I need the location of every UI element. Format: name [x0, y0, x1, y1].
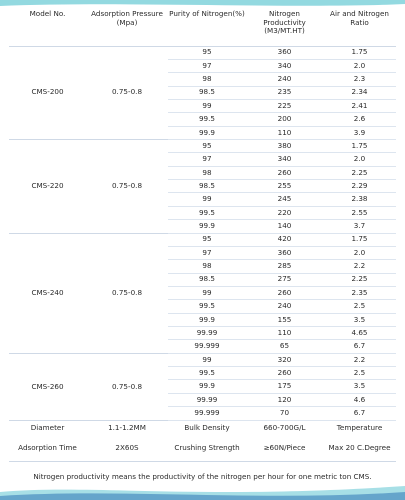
purity-cell: 99.999 — [168, 407, 246, 421]
purity-cell: 98 — [168, 166, 246, 179]
footnote-text: Nitrogen productivity means the productivity of the nitrogen per hour for one metric ton CMS. — [9, 461, 396, 492]
ratio-cell: 2.2 — [323, 353, 396, 366]
header-air-nitrogen-ratio: Air and Nitrogen Ratio — [323, 8, 396, 46]
purity-cell: 99.9 — [168, 313, 246, 326]
purity-cell: 99 — [168, 193, 246, 206]
ratio-cell: 2.25 — [323, 273, 396, 286]
spec-value: Max 20 C.Degree — [328, 442, 391, 452]
model-cell: CMS-220 — [9, 140, 86, 234]
ratio-cell: 2.34 — [323, 86, 396, 99]
ratio-cell: 2.3 — [323, 73, 396, 86]
spec-row — [9, 420, 396, 435]
productivity-cell: 285 — [246, 260, 323, 273]
spec-label: Diameter — [9, 420, 86, 435]
productivity-cell: 420 — [246, 233, 323, 246]
spec-label: Adsorption Time — [18, 442, 77, 452]
ratio-cell: 1.75 — [323, 140, 396, 153]
ratio-cell: 6.7 — [323, 407, 396, 421]
ratio-cell: 4.65 — [323, 327, 396, 340]
purity-cell: 97 — [168, 153, 246, 166]
purity-cell: 99 — [168, 353, 246, 366]
ratio-cell: 2.0 — [323, 59, 396, 72]
ratio-cell: 2.25 — [323, 166, 396, 179]
footnote-row — [9, 461, 396, 492]
productivity-cell: 320 — [246, 353, 323, 366]
table-row — [9, 46, 396, 59]
purity-cell: 99.5 — [168, 367, 246, 380]
productivity-cell: 260 — [246, 286, 323, 299]
purity-cell: 95 — [168, 233, 246, 246]
ratio-cell: 2.41 — [323, 99, 396, 112]
header-purity-of-nitrogen: Purity of Nitrogen(%) — [168, 8, 246, 46]
productivity-cell: 245 — [246, 193, 323, 206]
spec-label: Bulk Density — [168, 420, 246, 435]
spec-value: ≥60N/Piece — [263, 442, 306, 452]
ratio-cell: 2.0 — [323, 153, 396, 166]
ratio-cell: 1.75 — [323, 233, 396, 246]
productivity-cell: 200 — [246, 113, 323, 126]
purity-cell: 98.5 — [168, 86, 246, 99]
model-cell: CMS-260 — [9, 353, 86, 420]
pressure-cell: 0.75-0.8 — [86, 46, 168, 140]
productivity-cell: 175 — [246, 380, 323, 393]
purity-cell: 98.5 — [168, 273, 246, 286]
table-row — [9, 140, 396, 153]
model-cell: CMS-240 — [9, 233, 86, 353]
specification-table-panel — [9, 8, 396, 492]
ratio-cell: 1.75 — [323, 46, 396, 59]
spec-value: 660-700G/L — [246, 420, 323, 435]
productivity-cell: 65 — [246, 340, 323, 353]
productivity-cell: 70 — [246, 407, 323, 421]
ratio-cell: 3.9 — [323, 126, 396, 139]
ratio-cell: 2.6 — [323, 113, 396, 126]
pressure-cell: 0.75-0.8 — [86, 233, 168, 353]
ratio-cell: 2.5 — [323, 367, 396, 380]
purity-cell: 99.9 — [168, 220, 246, 233]
purity-cell: 99.5 — [168, 300, 246, 313]
header-nitrogen-productivity: Nitrogen Productivity (M3/MT.HT) — [246, 8, 323, 46]
ratio-cell: 2.5 — [323, 300, 396, 313]
spec-label: Crushing Strength — [174, 442, 240, 452]
productivity-cell: 260 — [246, 166, 323, 179]
productivity-cell: 120 — [246, 393, 323, 406]
productivity-cell: 240 — [246, 73, 323, 86]
ratio-cell: 2.38 — [323, 193, 396, 206]
productivity-cell: 235 — [246, 86, 323, 99]
productivity-cell: 380 — [246, 140, 323, 153]
table-body — [9, 46, 396, 420]
productivity-cell: 110 — [246, 327, 323, 340]
spec-value: 2X60S — [115, 442, 139, 452]
purity-cell: 99.999 — [168, 340, 246, 353]
productivity-cell: 255 — [246, 180, 323, 193]
productivity-cell: 110 — [246, 126, 323, 139]
ratio-cell: 2.29 — [323, 180, 396, 193]
purity-cell: 97 — [168, 59, 246, 72]
ratio-cell: 6.7 — [323, 340, 396, 353]
pressure-cell: 0.75-0.8 — [86, 140, 168, 234]
spec-value: 1.1-1.2MM — [86, 420, 168, 435]
model-cell: CMS-200 — [9, 46, 86, 140]
ratio-cell: 3.7 — [323, 220, 396, 233]
productivity-cell: 155 — [246, 313, 323, 326]
purity-cell: 99.99 — [168, 393, 246, 406]
ratio-cell: 2.2 — [323, 260, 396, 273]
purity-cell: 95 — [168, 140, 246, 153]
ratio-cell: 2.0 — [323, 246, 396, 259]
header-model-no: Model No. — [9, 8, 86, 46]
header-adsorption-pressure: Adsorption Pressure (Mpa) — [86, 8, 168, 46]
productivity-cell: 360 — [246, 46, 323, 59]
purity-cell: 99.9 — [168, 380, 246, 393]
ratio-cell: 4.6 — [323, 393, 396, 406]
cms-specification-table — [9, 8, 396, 492]
table-header-row — [9, 8, 396, 46]
spec-row — [9, 436, 396, 462]
productivity-cell: 275 — [246, 273, 323, 286]
purity-cell: 98.5 — [168, 180, 246, 193]
productivity-cell: 340 — [246, 59, 323, 72]
ratio-cell: 2.35 — [323, 286, 396, 299]
purity-cell: 98 — [168, 260, 246, 273]
table-row — [9, 233, 396, 246]
productivity-cell: 240 — [246, 300, 323, 313]
purity-cell: 99.9 — [168, 126, 246, 139]
purity-cell: 99.5 — [168, 113, 246, 126]
productivity-cell: 220 — [246, 206, 323, 219]
purity-cell: 99 — [168, 99, 246, 112]
purity-cell: 99.5 — [168, 206, 246, 219]
spec-label: Temperature — [323, 420, 396, 435]
purity-cell: 98 — [168, 73, 246, 86]
table-row — [9, 353, 396, 366]
ratio-cell: 3.5 — [323, 313, 396, 326]
productivity-cell: 360 — [246, 246, 323, 259]
productivity-cell: 340 — [246, 153, 323, 166]
purity-cell: 97 — [168, 246, 246, 259]
purity-cell: 99 — [168, 286, 246, 299]
ratio-cell: 3.5 — [323, 380, 396, 393]
productivity-cell: 260 — [246, 367, 323, 380]
ratio-cell: 2.55 — [323, 206, 396, 219]
table-specs — [9, 420, 396, 492]
pressure-cell: 0.75-0.8 — [86, 353, 168, 420]
productivity-cell: 140 — [246, 220, 323, 233]
purity-cell: 95 — [168, 46, 246, 59]
productivity-cell: 225 — [246, 99, 323, 112]
purity-cell: 99.99 — [168, 327, 246, 340]
